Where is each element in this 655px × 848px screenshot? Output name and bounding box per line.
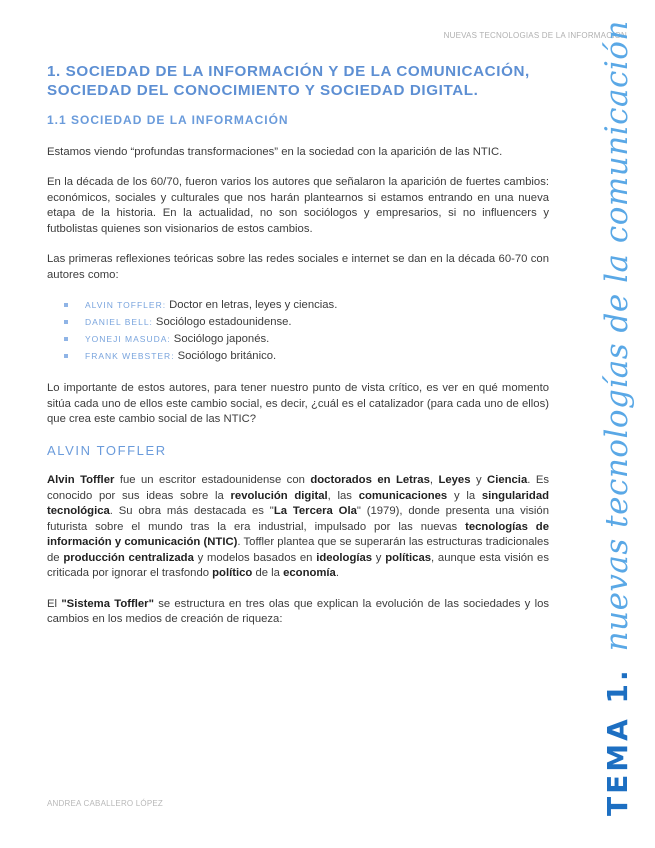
bold-term: La Tercera Ola	[273, 505, 357, 517]
list-item	[64, 348, 549, 365]
authors-list	[47, 297, 549, 365]
subsection-title-toffler: ALVIN TOFFLER	[47, 442, 167, 458]
bold-term: Leyes	[438, 474, 471, 486]
running-header: NUEVAS TECNOLOGIAS DE LA INFORMACION	[443, 31, 627, 40]
chapter-title-line2: SOCIEDAD DEL CONOCIMIENTO Y SOCIEDAD DIGITAL.	[47, 82, 479, 99]
bold-term: producción centralizada	[63, 551, 194, 564]
paragraph-decade: En la década de los 60/70, fueron varios los autores que señalaron la aparición de fuertes cambios: económicos, sociales y culturales que nos harán plantearnos si estamos entrando en una nueva etapa de la historia. En la actualidad, no son sociólogos y empresarios, si no influencers y futbolistas quienes son visionarios de estos cambios.	[47, 176, 549, 235]
text-run: , aunque esta visión es criticada por ignorar el trasfondo	[47, 551, 549, 579]
paragraph-toffler-system	[47, 597, 549, 628]
text-run: y	[470, 474, 488, 486]
author-name: YONEJI MASUDA:	[85, 334, 171, 344]
footer-author: ANDREA CABALLERO LÓPEZ	[47, 799, 163, 808]
list-item	[64, 331, 549, 348]
text-run: y modelos basados en	[193, 551, 317, 564]
bold-term: ideologías	[316, 551, 373, 564]
bold-term: comunicaciones	[358, 489, 448, 502]
bold-term: político	[212, 567, 253, 579]
author-desc: Sociólogo estadounidense.	[155, 316, 292, 328]
text-run: . Toffler plantea que se superarán las estructuras tradicionales de	[47, 536, 549, 564]
bold-term: doctorados en Letras	[310, 474, 430, 486]
text-run: El	[47, 597, 62, 610]
paragraph-intro: Estamos viendo “profundas transformaciones” en la sociedad con la aparición de las NTIC.	[47, 145, 503, 158]
text-run: , las	[327, 489, 359, 502]
list-item	[64, 314, 549, 331]
bold-term: Ciencia	[487, 474, 528, 486]
text-run: de la	[252, 567, 284, 579]
list-item	[64, 297, 549, 314]
bold-term: tecnologías de información y comunicación (NTIC)	[47, 520, 549, 548]
text-run: . Su obra más destacada es "	[109, 505, 274, 517]
author-name: DANIEL BELL:	[85, 317, 153, 327]
text-run: " (1979), donde presenta una visión futurista sobre el mundo tras la era industrial, impulsado por las nuevas	[47, 505, 549, 533]
text-run: .	[335, 567, 339, 579]
bold-term: singularidad tecnológica	[47, 489, 550, 517]
chapter-title	[47, 62, 549, 100]
author-name: FRANK WEBSTER:	[85, 351, 175, 361]
text-run: fue un escritor estadounidense con	[114, 474, 311, 486]
paragraph-critical: Lo importante de estos autores, para tener nuestro punto de vista crítico, es ver en qué momento sitúa cada uno de ellos este cambio social, es decir, ¿cuál es el catalizador (para cada uno de ellos) que crea este cambio social de las NTIC?	[47, 382, 549, 425]
paragraph-toffler-bio	[47, 473, 549, 582]
side-tema-label: TEMA 1.	[601, 667, 634, 816]
author-desc: Sociólogo japonés.	[173, 333, 270, 345]
bold-term: revolución digital	[230, 489, 328, 502]
section-title: 1.1 SOCIEDAD DE LA INFORMACIÓN	[47, 113, 289, 127]
author-desc: Sociólogo británico.	[177, 350, 277, 362]
paragraph-reflections: Las primeras reflexiones teóricas sobre las redes sociales e internet se dan en la década 60-70 con autores como:	[47, 253, 549, 281]
bold-term: "Sistema Toffler"	[61, 597, 154, 610]
side-subtitle: nuevas tecnologías de la comunicación	[599, 20, 635, 652]
chapter-title-line1: 1. SOCIEDAD DE LA INFORMACIÓN Y DE LA COMUNICACIÓN,	[47, 63, 530, 80]
text-run: ,	[429, 474, 439, 486]
author-desc: Doctor en letras, leyes y ciencias.	[169, 299, 338, 311]
text-run: y la	[447, 489, 482, 502]
document-body	[47, 62, 549, 643]
author-name: ALVIN TOFFLER:	[85, 300, 167, 310]
side-chapter-title	[599, 20, 635, 816]
text-run: se estructura en tres olas que explican la evolución de las sociedades y los cambios en los medios de creación de riqueza:	[47, 597, 550, 625]
bold-term: economía	[283, 567, 336, 579]
bold-term: políticas	[385, 551, 432, 564]
bold-term: Alvin Toffler	[47, 474, 115, 486]
text-run: y	[372, 551, 386, 564]
text-run: . Es conocido por sus ideas sobre la	[47, 474, 550, 502]
